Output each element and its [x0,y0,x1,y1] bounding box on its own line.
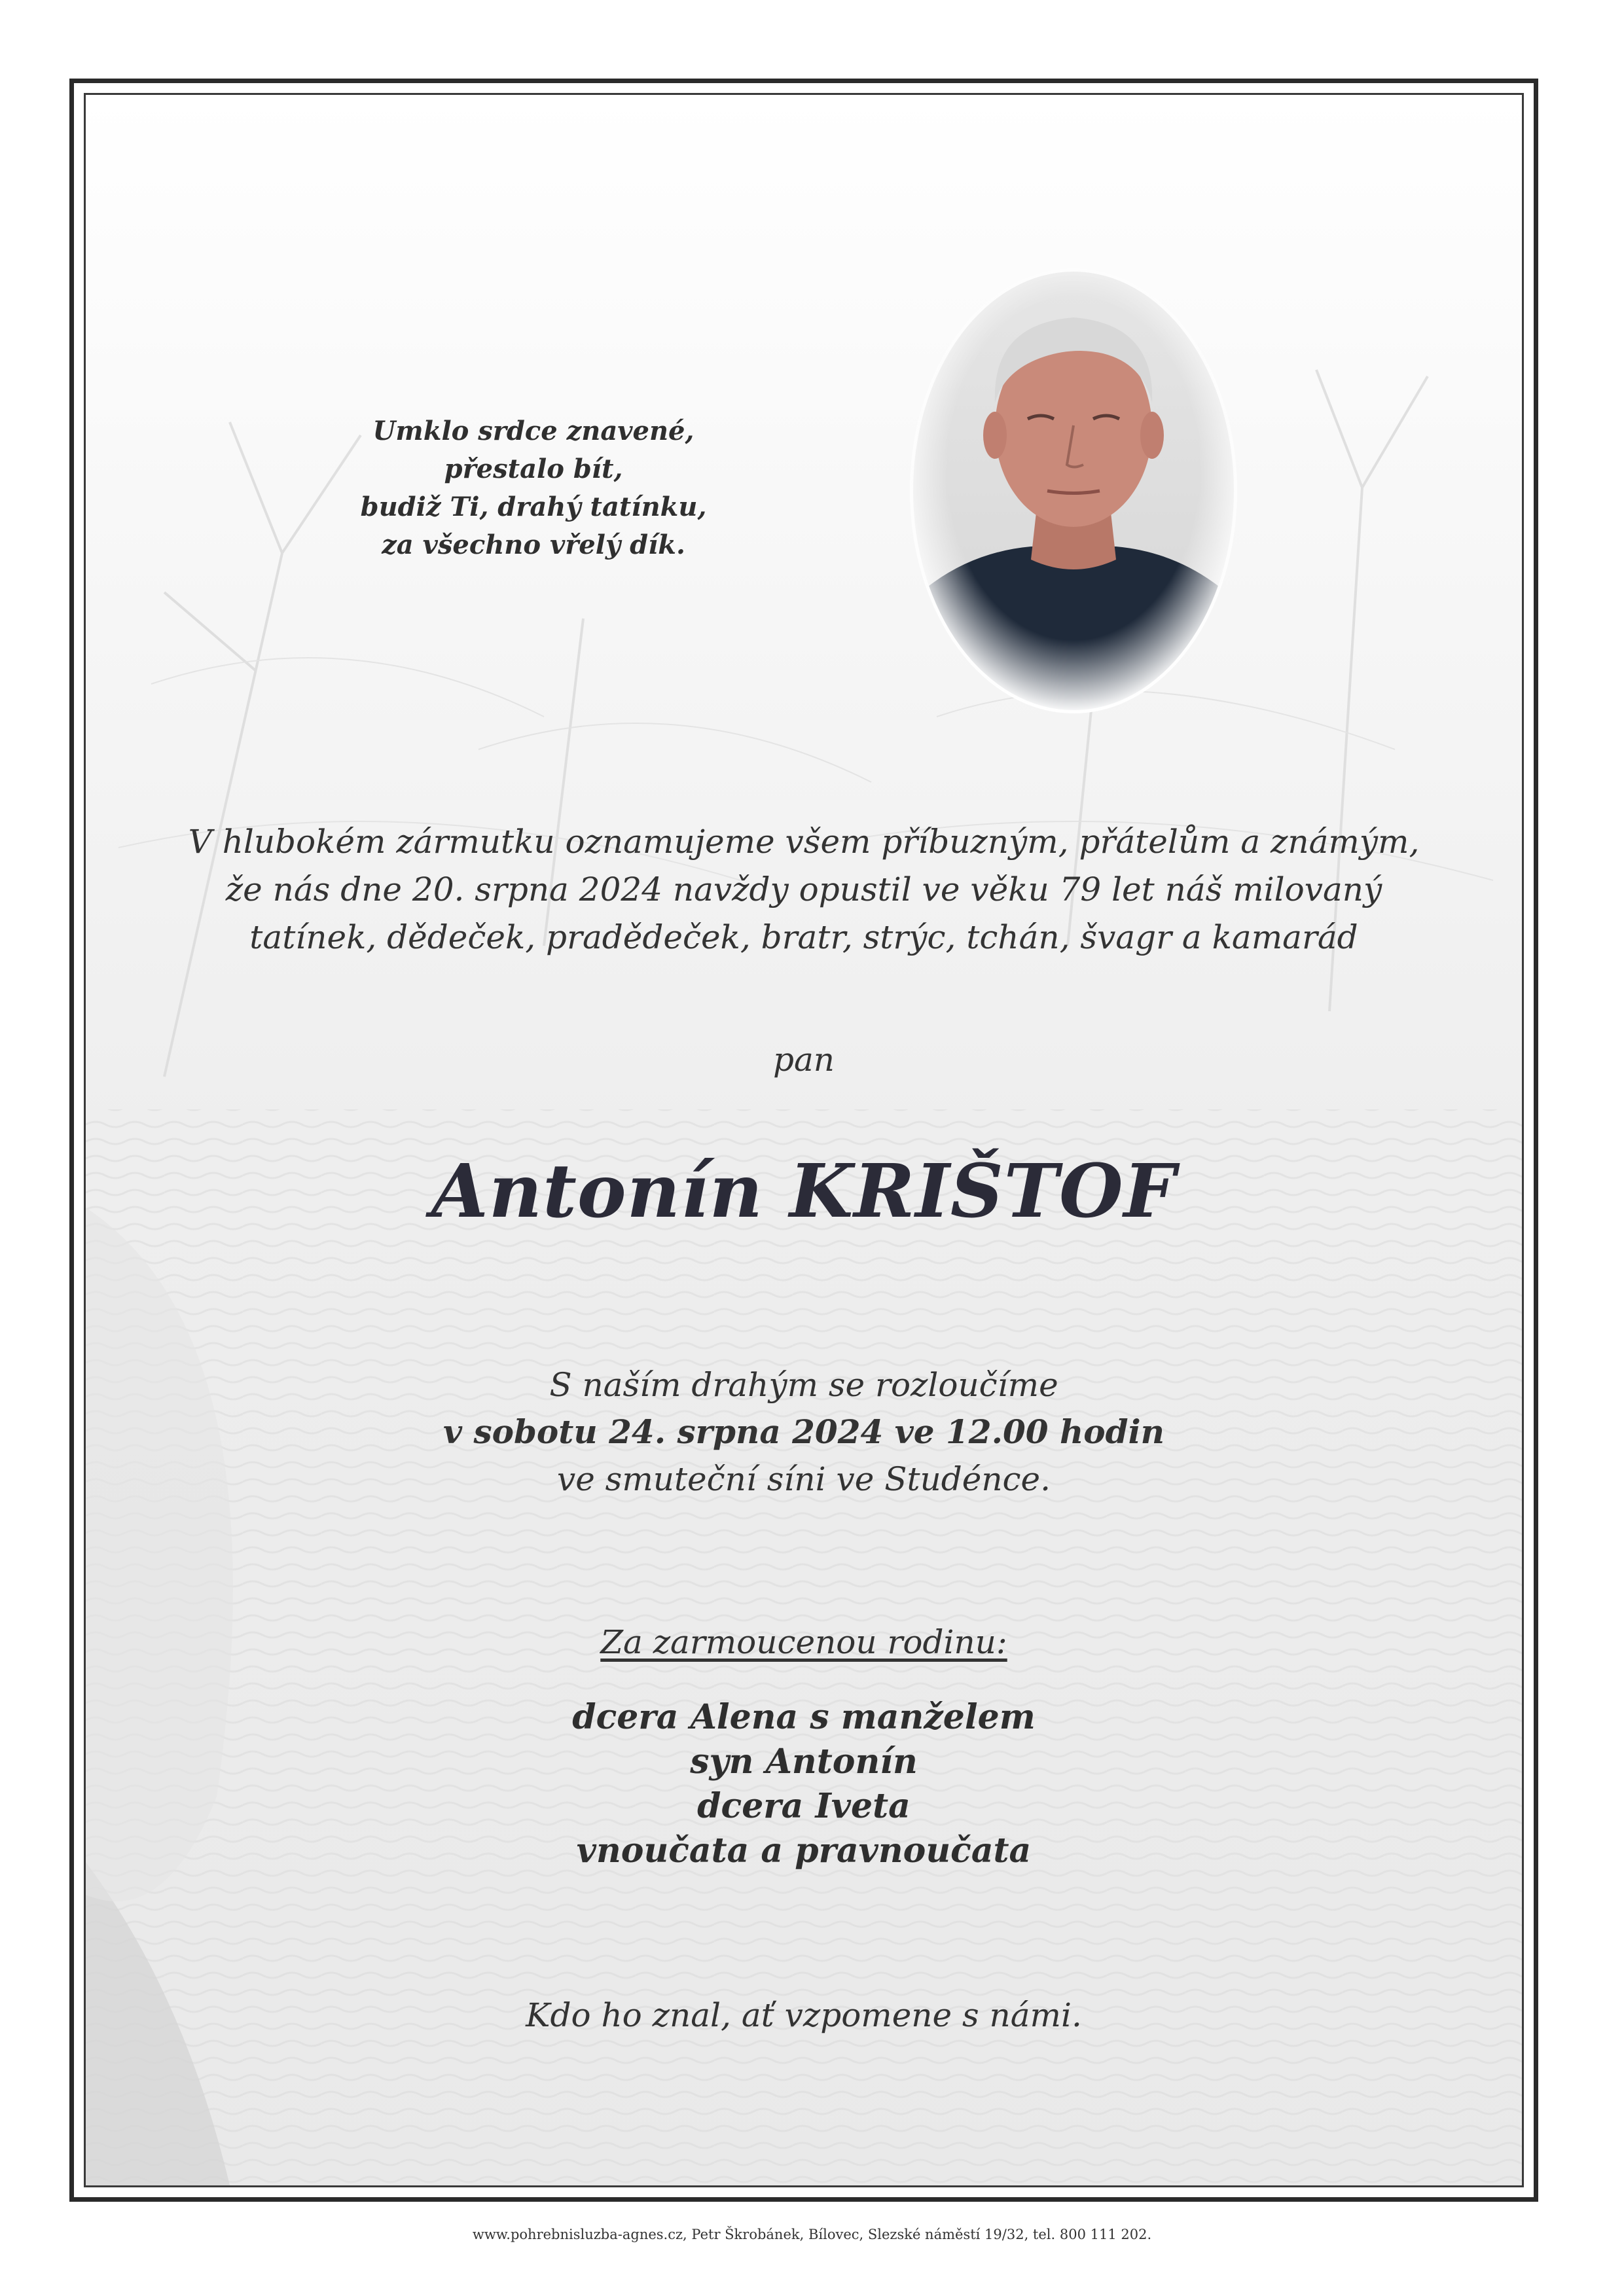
inner-frame-border [84,93,1524,2187]
family-member: syn Antonín [690,1742,918,1782]
farewell-location: ve smuteční síni ve Studénce. [556,1460,1051,1498]
announcement-line: V hlubokém zármutku oznamujeme všem příbuzným, přátelům a známým, [188,823,1420,861]
announcement-line: tatínek, dědeček, pradědeček, bratr, strýc, tchán, švagr a kamarád [249,918,1358,956]
poem-line: Umklo srdce znavené, [372,416,695,446]
poem [288,412,779,564]
announcement-line: že nás dne 20. srpna 2024 navždy opustil ve věku 79 let náš milovaný [225,870,1382,908]
family-member: dcera Alena s manželem [572,1697,1036,1737]
family-member: vnoučata a pravnoučata [576,1831,1032,1871]
poem-line: přestalo bít, [444,454,623,484]
portrait-photo [907,265,1240,717]
family-member: dcera Iveta [697,1786,911,1826]
farewell-intro: S naším drahým se rozloučíme [549,1366,1058,1404]
family-heading: Za zarmoucenou rodinu: [600,1623,1007,1661]
announcement-text [86,818,1522,961]
deceased-name: Antonín KRIŠTOF [431,1149,1177,1234]
closing-line: Kdo ho znal, ať vzpomene s námi. [526,1996,1082,2034]
farewell-datetime: v sobotu 24. srpna 2024 ve 12.00 hodin [443,1412,1164,1451]
poem-line: budiž Ti, drahý tatínku, [360,492,707,522]
farewell-info [86,1361,1522,1503]
poem-line: za všechno vřelý dík. [382,529,685,560]
family-members [86,1695,1522,1873]
honorific: pan [772,1041,835,1079]
footer-contact: www.pohrebnisluzba-agnes.cz, Petr Škrobánek, Bílovec, Slezské náměstí 19/32, tel. 800 111 202. [472,2227,1152,2242]
